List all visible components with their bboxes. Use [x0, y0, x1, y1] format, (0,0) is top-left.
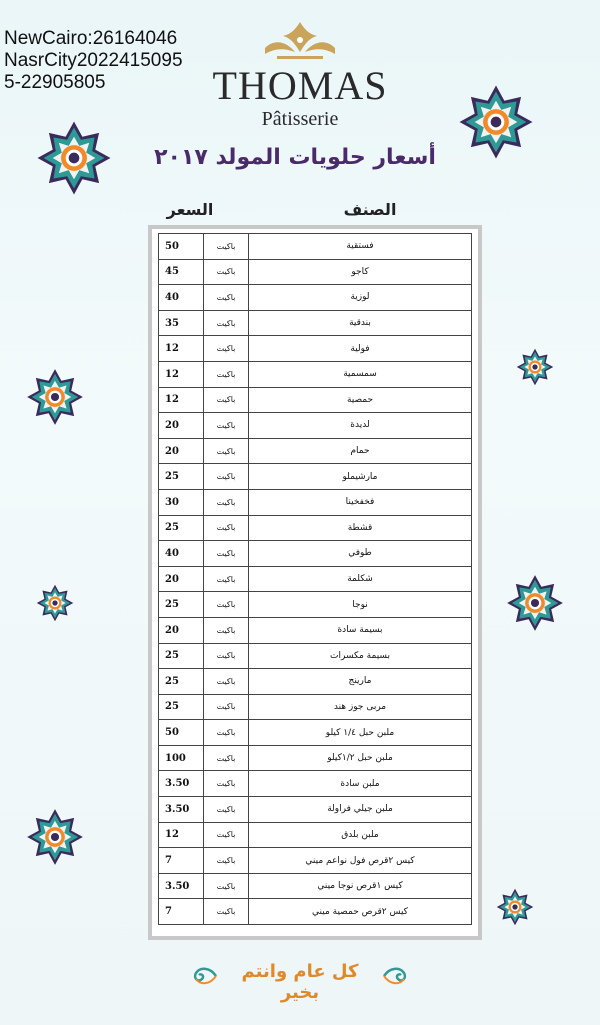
unit-cell: باكيت	[204, 515, 249, 541]
price-cell: 12	[159, 822, 204, 848]
footer-greeting: كل عام وانتم بخير	[241, 961, 359, 1003]
table-row	[159, 617, 472, 643]
footer-banner	[190, 955, 410, 1003]
item-cell: فستقية	[249, 234, 472, 260]
item-cell: حمصية	[249, 387, 472, 413]
table-row	[159, 566, 472, 592]
table-row	[159, 336, 472, 362]
item-cell: ملبن حبل ١/٤ كيلو	[249, 720, 472, 746]
unit-cell: باكيت	[204, 541, 249, 567]
price-cell: 7	[159, 899, 204, 925]
unit-cell: باكيت	[204, 899, 249, 925]
price-cell: 35	[159, 310, 204, 336]
item-cell: حمام	[249, 438, 472, 464]
price-cell: 20	[159, 566, 204, 592]
contact-line-nasrcity: NasrCity2022415095	[4, 50, 183, 71]
table-row	[159, 489, 472, 515]
price-cell: 25	[159, 643, 204, 669]
left-scroll-ornament-icon	[190, 963, 218, 989]
unit-cell: باكيت	[204, 720, 249, 746]
brand-name: THOMAS	[212, 63, 388, 108]
table-row	[159, 413, 472, 439]
unit-cell: باكيت	[204, 259, 249, 285]
item-cell: مارينج	[249, 669, 472, 695]
unit-cell: باكيت	[204, 617, 249, 643]
unit-cell: باكيت	[204, 694, 249, 720]
item-cell: بسيمة سادة	[249, 617, 472, 643]
unit-cell: باكيت	[204, 848, 249, 874]
table-row	[159, 541, 472, 567]
table-row	[159, 797, 472, 823]
table-row	[159, 592, 472, 618]
price-cell: 25	[159, 464, 204, 490]
item-cell: طوفي	[249, 541, 472, 567]
unit-cell: باكيت	[204, 464, 249, 490]
column-header-item: الصنف	[343, 200, 397, 219]
item-cell: لوزية	[249, 285, 472, 311]
price-table-panel	[148, 225, 482, 940]
item-cell: لديدة	[249, 413, 472, 439]
price-cell: 25	[159, 515, 204, 541]
unit-cell: باكيت	[204, 592, 249, 618]
contact-block	[4, 28, 183, 94]
ornament-icon	[496, 888, 534, 926]
unit-cell: باكيت	[204, 234, 249, 260]
item-cell: ملبن سادة	[249, 771, 472, 797]
unit-cell: باكيت	[204, 771, 249, 797]
item-cell: ملبن حبل ١/٢كيلو	[249, 745, 472, 771]
contact-line-newcairo: NewCairo:26164046	[4, 28, 178, 49]
crown-logo-icon	[255, 18, 345, 66]
table-row	[159, 259, 472, 285]
table-row	[159, 285, 472, 311]
price-cell: 7	[159, 848, 204, 874]
page-title: أسعار حلويات المولد ٢٠١٧	[154, 145, 436, 170]
table-row	[159, 669, 472, 695]
table-row	[159, 361, 472, 387]
ornament-icon	[26, 368, 84, 426]
price-cell: 12	[159, 387, 204, 413]
unit-cell: باكيت	[204, 336, 249, 362]
item-cell: شكلمة	[249, 566, 472, 592]
table-row	[159, 720, 472, 746]
unit-cell: باكيت	[204, 361, 249, 387]
price-cell: 45	[159, 259, 204, 285]
ornament-icon	[36, 584, 74, 622]
ornament-icon	[26, 808, 84, 866]
price-cell: 12	[159, 361, 204, 387]
price-cell: 3.50	[159, 797, 204, 823]
unit-cell: باكيت	[204, 745, 249, 771]
table-row	[159, 438, 472, 464]
price-cell: 25	[159, 694, 204, 720]
ornament-icon	[36, 120, 112, 196]
ornament-icon	[516, 348, 554, 386]
price-cell: 40	[159, 541, 204, 567]
price-cell: 20	[159, 413, 204, 439]
price-cell: 20	[159, 438, 204, 464]
price-cell: 3.50	[159, 873, 204, 899]
contact-line-phone: 5-22905805	[4, 72, 106, 93]
price-cell: 12	[159, 336, 204, 362]
ornament-icon	[506, 574, 564, 632]
table-row	[159, 234, 472, 260]
item-cell: سمسمية	[249, 361, 472, 387]
price-cell: 50	[159, 234, 204, 260]
price-table	[158, 233, 472, 925]
price-cell: 20	[159, 617, 204, 643]
unit-cell: باكيت	[204, 797, 249, 823]
unit-cell: باكيت	[204, 643, 249, 669]
item-cell: كاجو	[249, 259, 472, 285]
item-cell: نوجا	[249, 592, 472, 618]
item-cell: قشطة	[249, 515, 472, 541]
table-row	[159, 771, 472, 797]
item-cell: كيس ١قرص نوجا ميني	[249, 873, 472, 899]
item-cell: مارشيملو	[249, 464, 472, 490]
table-row	[159, 515, 472, 541]
item-cell: فولية	[249, 336, 472, 362]
table-row	[159, 643, 472, 669]
table-row	[159, 899, 472, 925]
price-cell: 3.50	[159, 771, 204, 797]
unit-cell: باكيت	[204, 489, 249, 515]
table-row	[159, 848, 472, 874]
table-row	[159, 310, 472, 336]
item-cell: فخفخينا	[249, 489, 472, 515]
item-cell: كيس ٢قرص فول نواعم ميني	[249, 848, 472, 874]
price-cell: 40	[159, 285, 204, 311]
unit-cell: باكيت	[204, 387, 249, 413]
price-cell: 100	[159, 745, 204, 771]
price-cell: 25	[159, 592, 204, 618]
unit-cell: باكيت	[204, 413, 249, 439]
table-row	[159, 745, 472, 771]
unit-cell: باكيت	[204, 873, 249, 899]
item-cell: بندقية	[249, 310, 472, 336]
table-row	[159, 694, 472, 720]
item-cell: بسيمة مكسرات	[249, 643, 472, 669]
price-cell: 25	[159, 669, 204, 695]
ornament-icon	[458, 84, 534, 160]
right-scroll-ornament-icon	[382, 963, 410, 989]
brand-subtitle: Pâtisserie	[261, 108, 339, 130]
column-header-price: السعر	[166, 200, 214, 219]
unit-cell: باكيت	[204, 438, 249, 464]
unit-cell: باكيت	[204, 566, 249, 592]
table-row	[159, 387, 472, 413]
table-row	[159, 873, 472, 899]
item-cell: ملبن جيلي فراولة	[249, 797, 472, 823]
item-cell: ملبن بلدق	[249, 822, 472, 848]
item-cell: كيس ٢قرص حمصية ميني	[249, 899, 472, 925]
unit-cell: باكيت	[204, 822, 249, 848]
unit-cell: باكيت	[204, 285, 249, 311]
item-cell: مربى جوز هند	[249, 694, 472, 720]
unit-cell: باكيت	[204, 669, 249, 695]
table-row	[159, 822, 472, 848]
unit-cell: باكيت	[204, 310, 249, 336]
table-row	[159, 464, 472, 490]
price-cell: 30	[159, 489, 204, 515]
price-cell: 50	[159, 720, 204, 746]
